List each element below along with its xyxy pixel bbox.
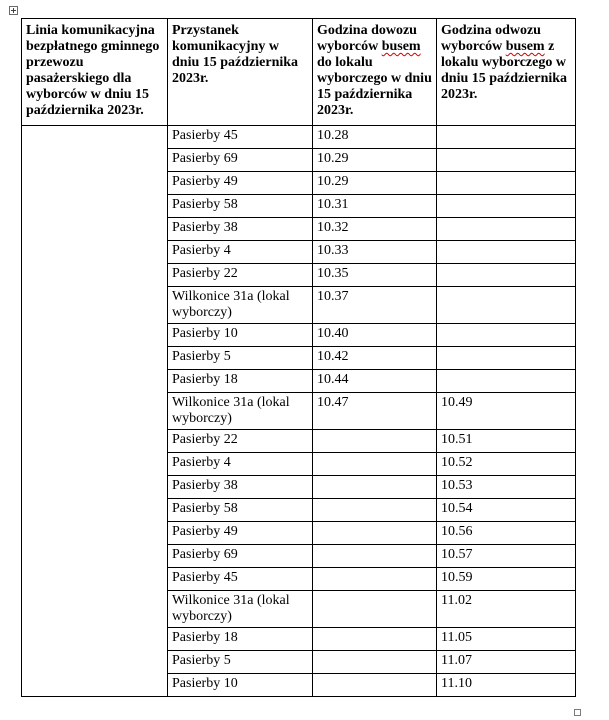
to-poll-time-cell[interactable]: 10.40: [313, 324, 437, 347]
from-poll-time-cell[interactable]: [437, 347, 576, 370]
from-poll-time-cell[interactable]: [437, 287, 576, 324]
to-poll-time-cell[interactable]: [313, 476, 437, 499]
from-poll-time-cell[interactable]: [437, 195, 576, 218]
stop-cell[interactable]: Pasierby 58: [168, 499, 313, 522]
from-poll-time-cell[interactable]: 10.59: [437, 568, 576, 591]
from-poll-time-cell[interactable]: [437, 172, 576, 195]
from-poll-time-cell[interactable]: [437, 264, 576, 287]
from-poll-time-cell[interactable]: 10.56: [437, 522, 576, 545]
stop-cell[interactable]: Pasierby 38: [168, 218, 313, 241]
to-poll-time-cell[interactable]: 10.29: [313, 149, 437, 172]
line-cell[interactable]: [22, 126, 168, 697]
to-poll-time-cell[interactable]: [313, 430, 437, 453]
from-poll-time-cell[interactable]: [437, 241, 576, 264]
to-poll-time-cell[interactable]: [313, 674, 437, 697]
header-from-poll-text-a: Godzina odwozu wyborców: [441, 23, 541, 54]
to-poll-time-cell[interactable]: 10.42: [313, 347, 437, 370]
stop-cell[interactable]: Pasierby 45: [168, 568, 313, 591]
from-poll-time-cell[interactable]: 10.52: [437, 453, 576, 476]
to-poll-time-cell[interactable]: 10.47: [313, 393, 437, 430]
stop-cell[interactable]: Pasierby 5: [168, 651, 313, 674]
to-poll-time-cell[interactable]: 10.28: [313, 126, 437, 149]
from-poll-time-cell[interactable]: [437, 370, 576, 393]
from-poll-time-cell[interactable]: 10.51: [437, 430, 576, 453]
bus-schedule-table: [21, 18, 576, 697]
stop-cell[interactable]: Pasierby 10: [168, 324, 313, 347]
to-poll-time-cell[interactable]: 10.37: [313, 287, 437, 324]
stop-cell[interactable]: Pasierby 22: [168, 264, 313, 287]
stop-cell[interactable]: Pasierby 45: [168, 126, 313, 149]
from-poll-time-cell[interactable]: 10.57: [437, 545, 576, 568]
table-resize-handle-icon[interactable]: [574, 709, 581, 716]
stop-cell[interactable]: Pasierby 22: [168, 430, 313, 453]
header-to-poll-text-a: Godzina dowozu wyborców: [317, 23, 417, 54]
to-poll-time-cell[interactable]: [313, 591, 437, 628]
stop-cell[interactable]: Pasierby 5: [168, 347, 313, 370]
from-poll-time-cell[interactable]: [437, 324, 576, 347]
to-poll-time-cell[interactable]: 10.33: [313, 241, 437, 264]
stop-cell[interactable]: Pasierby 4: [168, 453, 313, 476]
stop-cell[interactable]: Pasierby 69: [168, 545, 313, 568]
to-poll-time-cell[interactable]: 10.31: [313, 195, 437, 218]
header-from-poll-spellcheck-word: busem: [505, 39, 545, 54]
from-poll-time-cell[interactable]: [437, 149, 576, 172]
from-poll-time-cell[interactable]: 11.10: [437, 674, 576, 697]
from-poll-time-cell[interactable]: 10.53: [437, 476, 576, 499]
header-stop[interactable]: Przystanek komunikacyjny w dniu 15 października 2023r.: [168, 19, 313, 126]
from-poll-time-cell[interactable]: 11.05: [437, 628, 576, 651]
stop-cell[interactable]: Pasierby 49: [168, 172, 313, 195]
to-poll-time-cell[interactable]: [313, 545, 437, 568]
stop-cell[interactable]: Wilkonice 31a (lokal wyborczy): [168, 591, 313, 628]
header-to-poll[interactable]: [313, 19, 437, 126]
table-move-handle-icon[interactable]: [9, 6, 18, 15]
stop-cell[interactable]: Pasierby 49: [168, 522, 313, 545]
stop-cell[interactable]: Pasierby 38: [168, 476, 313, 499]
stop-cell[interactable]: Pasierby 58: [168, 195, 313, 218]
stop-cell[interactable]: Wilkonice 31a (lokal wyborczy): [168, 393, 313, 430]
stop-cell[interactable]: Pasierby 69: [168, 149, 313, 172]
to-poll-time-cell[interactable]: [313, 628, 437, 651]
stop-cell[interactable]: Pasierby 18: [168, 628, 313, 651]
to-poll-time-cell[interactable]: 10.32: [313, 218, 437, 241]
stop-cell[interactable]: Pasierby 18: [168, 370, 313, 393]
header-to-poll-text-b: do lokalu wyborczego w dniu 15 października 2023r.: [317, 55, 432, 118]
header-line[interactable]: Linia komunikacyjna bezpłatnego gminnego przewozu pasażerskiego dla wyborców w dniu 15 października 2023r.: [22, 19, 168, 126]
stop-cell[interactable]: Pasierby 4: [168, 241, 313, 264]
schedule-body: [22, 126, 576, 697]
stop-cell[interactable]: Wilkonice 31a (lokal wyborczy): [168, 287, 313, 324]
header-to-poll-spellcheck-word: busem: [381, 39, 421, 54]
stop-cell[interactable]: Pasierby 10: [168, 674, 313, 697]
from-poll-time-cell[interactable]: 11.02: [437, 591, 576, 628]
table-row: [22, 126, 576, 149]
header-from-poll[interactable]: [437, 19, 576, 126]
to-poll-time-cell[interactable]: 10.44: [313, 370, 437, 393]
header-from-poll-text-b: z lokalu wyborczego w dniu 15 października 2023r.: [441, 39, 568, 102]
to-poll-time-cell[interactable]: [313, 499, 437, 522]
to-poll-time-cell[interactable]: 10.29: [313, 172, 437, 195]
header-row: [22, 19, 576, 126]
to-poll-time-cell[interactable]: 10.35: [313, 264, 437, 287]
from-poll-time-cell[interactable]: [437, 218, 576, 241]
to-poll-time-cell[interactable]: [313, 522, 437, 545]
from-poll-time-cell[interactable]: 11.07: [437, 651, 576, 674]
from-poll-time-cell[interactable]: [437, 126, 576, 149]
to-poll-time-cell[interactable]: [313, 453, 437, 476]
from-poll-time-cell[interactable]: 10.49: [437, 393, 576, 430]
to-poll-time-cell[interactable]: [313, 568, 437, 591]
to-poll-time-cell[interactable]: [313, 651, 437, 674]
from-poll-time-cell[interactable]: 10.54: [437, 499, 576, 522]
